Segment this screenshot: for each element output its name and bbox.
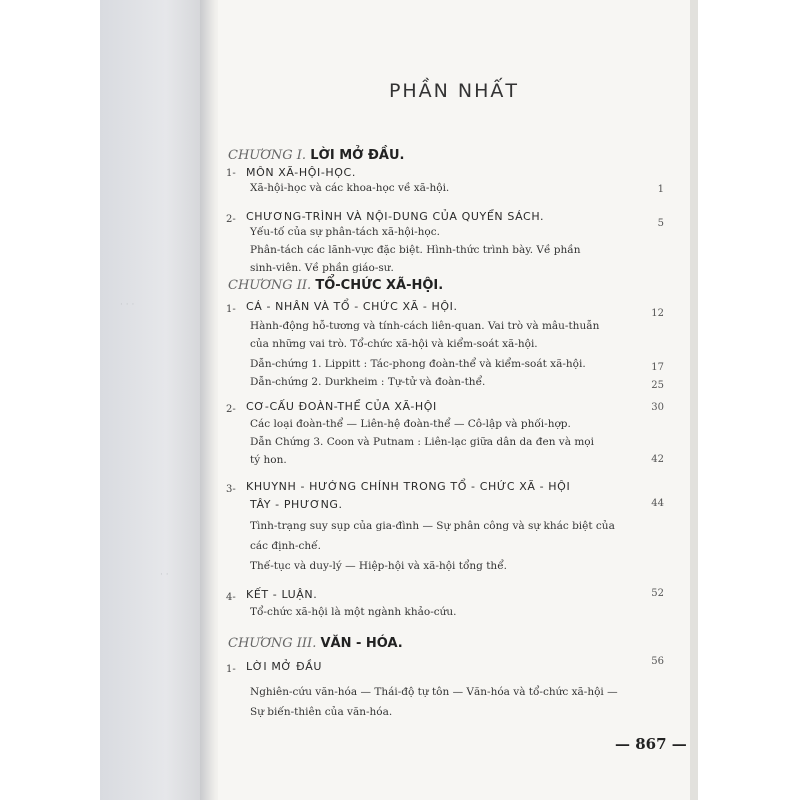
part-title: PHẦN NHẤT (388, 80, 520, 102)
toc-line: Dẫn-chứng 1. Lippitt : Tác-phong đoàn-thể và kiểm-soát xã-hội. (250, 358, 586, 370)
chapter-label: CHƯƠNG II. (228, 278, 312, 293)
toc-line: Dẫn Chứng 3. Coon và Putnam : Liên-lạc giữa dân da đen và mọi (250, 436, 594, 448)
toc-line: của những vai trò. Tổ-chức xã-hội và kiểm-soát xã-hội. (250, 338, 538, 350)
toc-line: Hành-động hỗ-tương và tính-cách liên-quan. Vai trò và mâu-thuẫn (250, 320, 600, 332)
chapter-title: LỜI MỞ ĐẦU. (310, 148, 405, 163)
section-title: LỜI MỞ ĐẦU (246, 660, 323, 673)
page-number: — 867 — (615, 735, 687, 753)
chapter-label: CHƯƠNG III. (228, 636, 317, 651)
section-title: KẾT - LUẬN. (246, 588, 318, 601)
toc-line: sinh-viên. Về phần giáo-sư. (250, 262, 394, 274)
bleed-through-text: · · (160, 570, 169, 580)
toc-line: tý hon. (250, 454, 287, 466)
section-title: MÔN XÃ-HỘI-HỌC. (246, 166, 356, 179)
section-title: CƠ-CẤU ĐOÀN-THỂ CỦA XÃ-HỘI (246, 400, 437, 413)
section-number: 1- (226, 168, 236, 179)
chapter-title: VĂN - HÓA. (320, 636, 403, 651)
toc-line: Các loại đoàn-thể — Liên-hệ đoàn-thể — Cô-lập và phối-hợp. (250, 418, 571, 430)
page-ref: 30 (651, 402, 664, 413)
section-title: CÁ - NHÂN VÀ TỔ - CHỨC XÃ - HỘI. (246, 300, 458, 313)
toc-line: Tình-trạng suy sụp của gia-đình — Sự phân công và sự khác biệt của (250, 520, 615, 532)
toc-line: Nghiên-cứu văn-hóa — Thái-độ tự tôn — Văn-hóa và tổ-chức xã-hội — (250, 686, 618, 698)
toc-line: Thế-tục và duy-lý — Hiệp-hội và xã-hội tổng thể. (250, 560, 507, 572)
page-ref: 17 (651, 362, 664, 373)
section-number: 1- (226, 664, 236, 675)
chapter-heading (228, 278, 443, 293)
page-ref: 44 (651, 498, 664, 509)
chapter-heading (228, 148, 404, 163)
toc-line: Sự biến-thiên của văn-hóa. (250, 706, 393, 718)
page-ref: 12 (651, 308, 664, 319)
left-page (100, 0, 210, 800)
chapter-title: TỔ-CHỨC XÃ-HỘI. (315, 278, 444, 293)
page-ref: 52 (651, 588, 664, 599)
section-number: 3- (226, 484, 236, 495)
section-title: CHƯƠNG-TRÌNH VÀ NỘI-DUNG CỦA QUYỂN SÁCH. (246, 210, 545, 223)
section-number: 2- (226, 214, 236, 225)
chapter-heading (228, 636, 403, 651)
page-ref: 5 (657, 218, 664, 229)
toc-line: Dẫn-chứng 2. Durkheim : Tự-tử và đoàn-thể. (250, 376, 486, 388)
section-title: KHUYNH - HƯỚNG CHÍNH TRONG TỔ - CHỨC XÃ - HỘI (246, 480, 571, 493)
page-ref: 56 (651, 656, 664, 667)
page-ref: 42 (651, 454, 664, 465)
section-number: 4- (226, 592, 236, 603)
toc-line: Phân-tách các lãnh-vực đặc biệt. Hình-thức trình bày. Về phần (250, 244, 581, 256)
section-number: 2- (226, 404, 236, 415)
section-title-continued: TÂY - PHƯƠNG. (250, 498, 343, 511)
section-number: 1- (226, 304, 236, 315)
right-page (218, 0, 690, 800)
toc-line: Yếu-tố của sự phân-tách xã-hội-học. (250, 226, 440, 238)
toc-line: Xã-hội-học và các khoa-học về xã-hội. (250, 182, 450, 194)
toc-line: các định-chế. (250, 540, 321, 552)
bleed-through-text: · · · (120, 300, 135, 310)
chapter-label: CHƯƠNG I. (228, 148, 307, 163)
page-edge (690, 0, 698, 800)
page-ref: 1 (657, 184, 664, 195)
page-ref: 25 (651, 380, 664, 391)
toc-line: Tổ-chức xã-hội là một ngành khảo-cứu. (250, 606, 457, 618)
